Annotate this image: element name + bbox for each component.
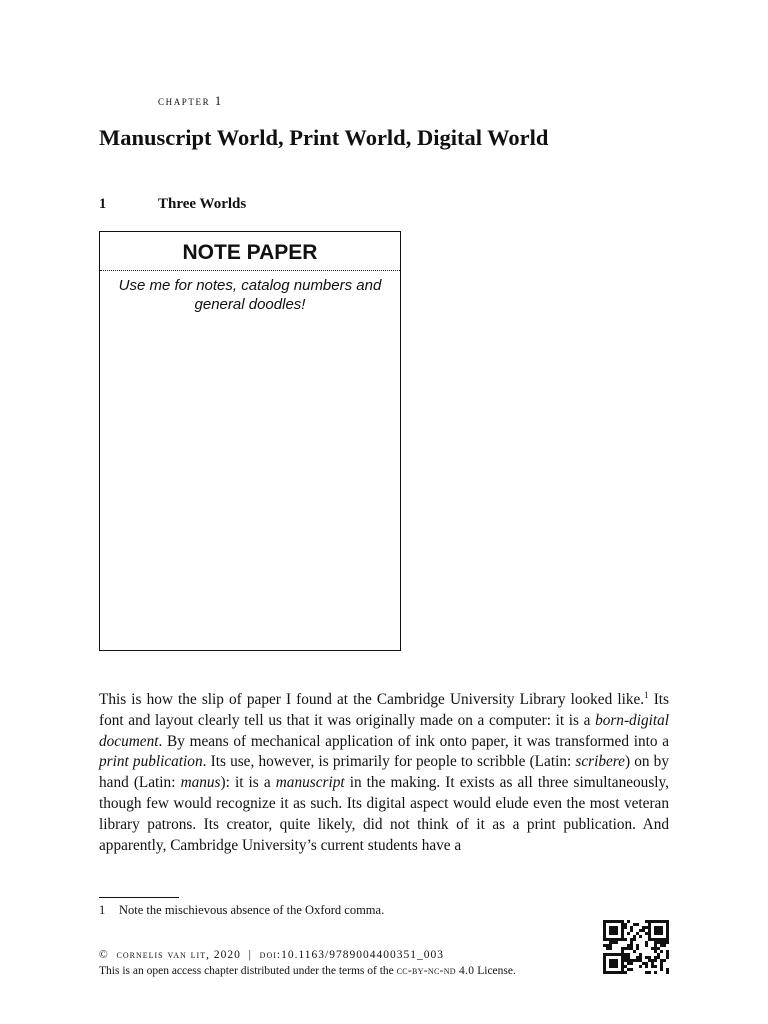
emphasis-term: print publication [99,753,203,771]
note-paper-subtitle: Use me for notes, catalog numbers and general doodles! [118,277,382,313]
license-name[interactable]: cc-by-nc-nd 4.0 [396,965,475,977]
section-number: 1 [99,196,107,212]
license-prefix: This is an open access chapter distributed under the terms of the [99,965,397,977]
separator: | [248,949,252,961]
emphasis-term: scribere [575,753,625,771]
footnote [99,903,384,918]
emphasis-term: manuscript [275,774,345,792]
body-paragraph [99,690,669,856]
body-text-segment: This is how the slip of paper I found at the Cambridge University Library looked like. [99,691,645,708]
dotted-divider [100,270,400,271]
footnote-rule [99,897,179,898]
body-text-segment: . By means of mechanical application of ink onto paper, it was transformed into a [158,732,669,750]
copyright-line [99,949,444,961]
copyright-symbol: © [99,949,109,961]
note-paper-title: NOTE PAPER [182,241,318,264]
license-line [99,965,516,977]
body-text-segment: in the making. It exists as all three simultaneously, though few would recognize it as such. Its digital aspect would elude even the most veteran library patrons. Its creator, quite likely, did not think of it as a print publication. And apparently, Cambridge University’s current students have a [99,774,669,854]
body-text-segment: ): it is a [220,774,276,792]
section-title: Three Worlds [158,196,247,212]
note-paper-figure [99,231,401,651]
copyright-holder: cornelis van lit, 2020 [116,949,241,961]
chapter-label: chapter 1 [158,94,223,108]
body-text-segment: Its font and layout clearly tell us that it was originally made on a computer: it is a [99,691,669,729]
qr-code-graphic [603,920,669,974]
qr-code-icon[interactable] [603,920,669,974]
emphasis-term: born-digital document [99,711,669,750]
body-text-segment: . Its use, however, is primarily for people to scribble (Latin: [202,753,576,771]
doi-link[interactable]: doi:10.1163/9789004400351_003 [259,949,444,961]
license-suffix: License. [474,965,516,977]
footnote-text: Note the mischievous absence of the Oxford comma. [119,903,385,917]
body-text-segment: ) on by hand (Latin: [99,753,669,792]
chapter-title: Manuscript World, Print World, Digital World [99,125,549,150]
footnote-number: 1 [99,903,106,917]
footnote-reference[interactable]: 1 [644,689,649,700]
emphasis-term: manus [180,774,221,792]
